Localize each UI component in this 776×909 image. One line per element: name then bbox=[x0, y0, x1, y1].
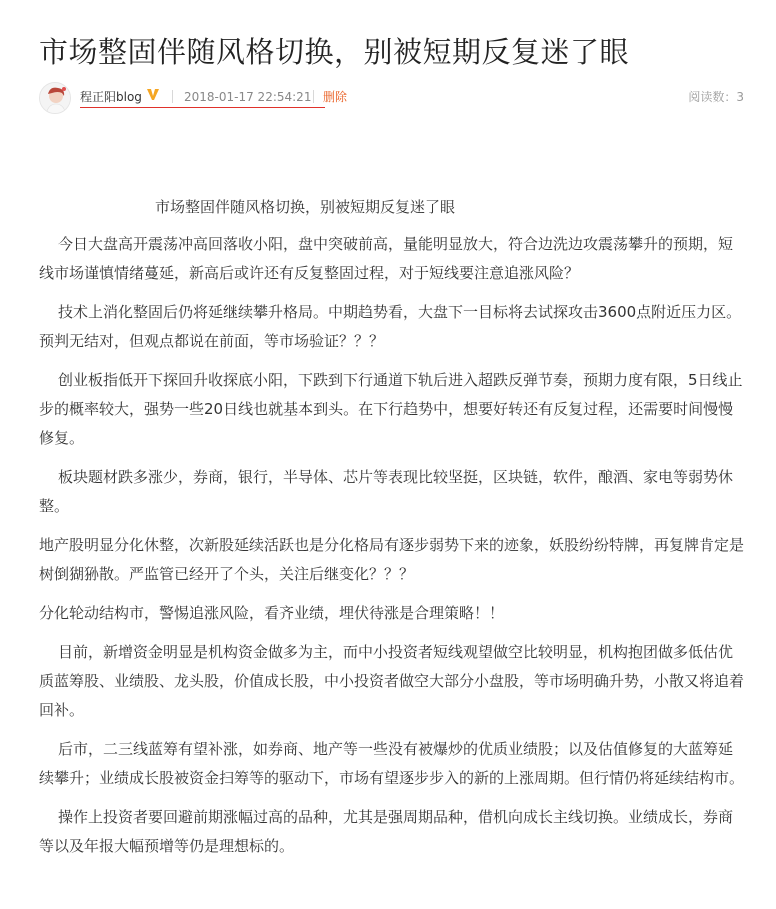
delete-link[interactable]: 删除 bbox=[323, 90, 348, 104]
divider bbox=[313, 90, 314, 103]
article-title: 市场整固伴随风格切换，别被短期反复迷了眼 bbox=[39, 35, 630, 69]
paragraph: 技术上消化整固后仍将延继续攀升格局。中期趋势看，大盘下一目标将去试探攻击3600点附近压力区。预判无结对，但观点都说在前面，等市场验证？？？ bbox=[39, 303, 742, 350]
paragraph: 操作上投资者要回避前期涨幅过高的品种，尤其是强周期品种，借机向成长主线切换。业绩成长，券商等以及年报大幅预增等仍是理想标的。 bbox=[39, 808, 734, 855]
read-count: 阅读数：3 bbox=[688, 90, 744, 104]
avatar-image-icon bbox=[40, 83, 71, 114]
paragraph: 今日大盘高开震荡冲高回落收小阳，盘中突破前高，量能明显放大，符合边洗边攻震荡攀升的预期，短线市场谨慎情绪蔓延，新高后或许还有反复整固过程，对于短线要注意追涨风险？ bbox=[39, 235, 734, 282]
paragraph: 板块题材跌多涨少，券商，银行，半导体、芯片等表现比较坚挺，区块链，软件，酿酒、家电等弱势休整。 bbox=[39, 468, 734, 515]
vip-v-icon bbox=[145, 86, 161, 102]
article-meta bbox=[39, 80, 744, 116]
body-heading: 市场整固伴随风格切换，别被短期反复迷了眼 bbox=[155, 198, 456, 216]
avatar[interactable] bbox=[39, 82, 71, 114]
author-link[interactable]: 程正阳blog bbox=[80, 90, 142, 104]
paragraph: 地产股明显分化休整，次新股延续活跃也是分化格局有逐步弱势下来的迹象，妖股纷纷特牌，再复牌肯定是树倒猢狲散。严监管已经开了个头，关注后继变化？？？ bbox=[39, 536, 745, 583]
divider bbox=[172, 90, 173, 103]
article-body bbox=[39, 194, 745, 871]
meta-underline bbox=[80, 107, 325, 108]
paragraph: 分化轮动结构市，警惕追涨风险，看齐业绩，埋伏待涨是合理策略！！ bbox=[39, 604, 505, 622]
paragraph: 后市，二三线蓝筹有望补涨，如券商、地产等一些没有被爆炒的优质业绩股；以及估值修复的大蓝筹延续攀升；业绩成长股被资金扫筹等的驱动下，市场有望逐步步入的新的上涨周期。但行情仍将延续结构市。 bbox=[39, 740, 745, 787]
publish-date: 2018-01-17 22:54:21 bbox=[184, 90, 312, 104]
paragraph: 创业板指低开下探回升收探底小阳，下跌到下行通道下轨后进入超跌反弹节奏，预期力度有限，5日线止步的概率较大，强势一些20日线也就基本到头。在下行趋势中，想要好转还有反复过程，还需要时间慢慢修复。 bbox=[39, 371, 743, 447]
paragraph: 目前，新增资金明显是机构资金做多为主，而中小投资者短线观望做空比较明显，机构抱团做多低估优质蓝筹股、业绩股、龙头股，价值成长股，中小投资者做空大部分小盘股，等市场明确升势，小散又将追着回补。 bbox=[39, 643, 745, 719]
